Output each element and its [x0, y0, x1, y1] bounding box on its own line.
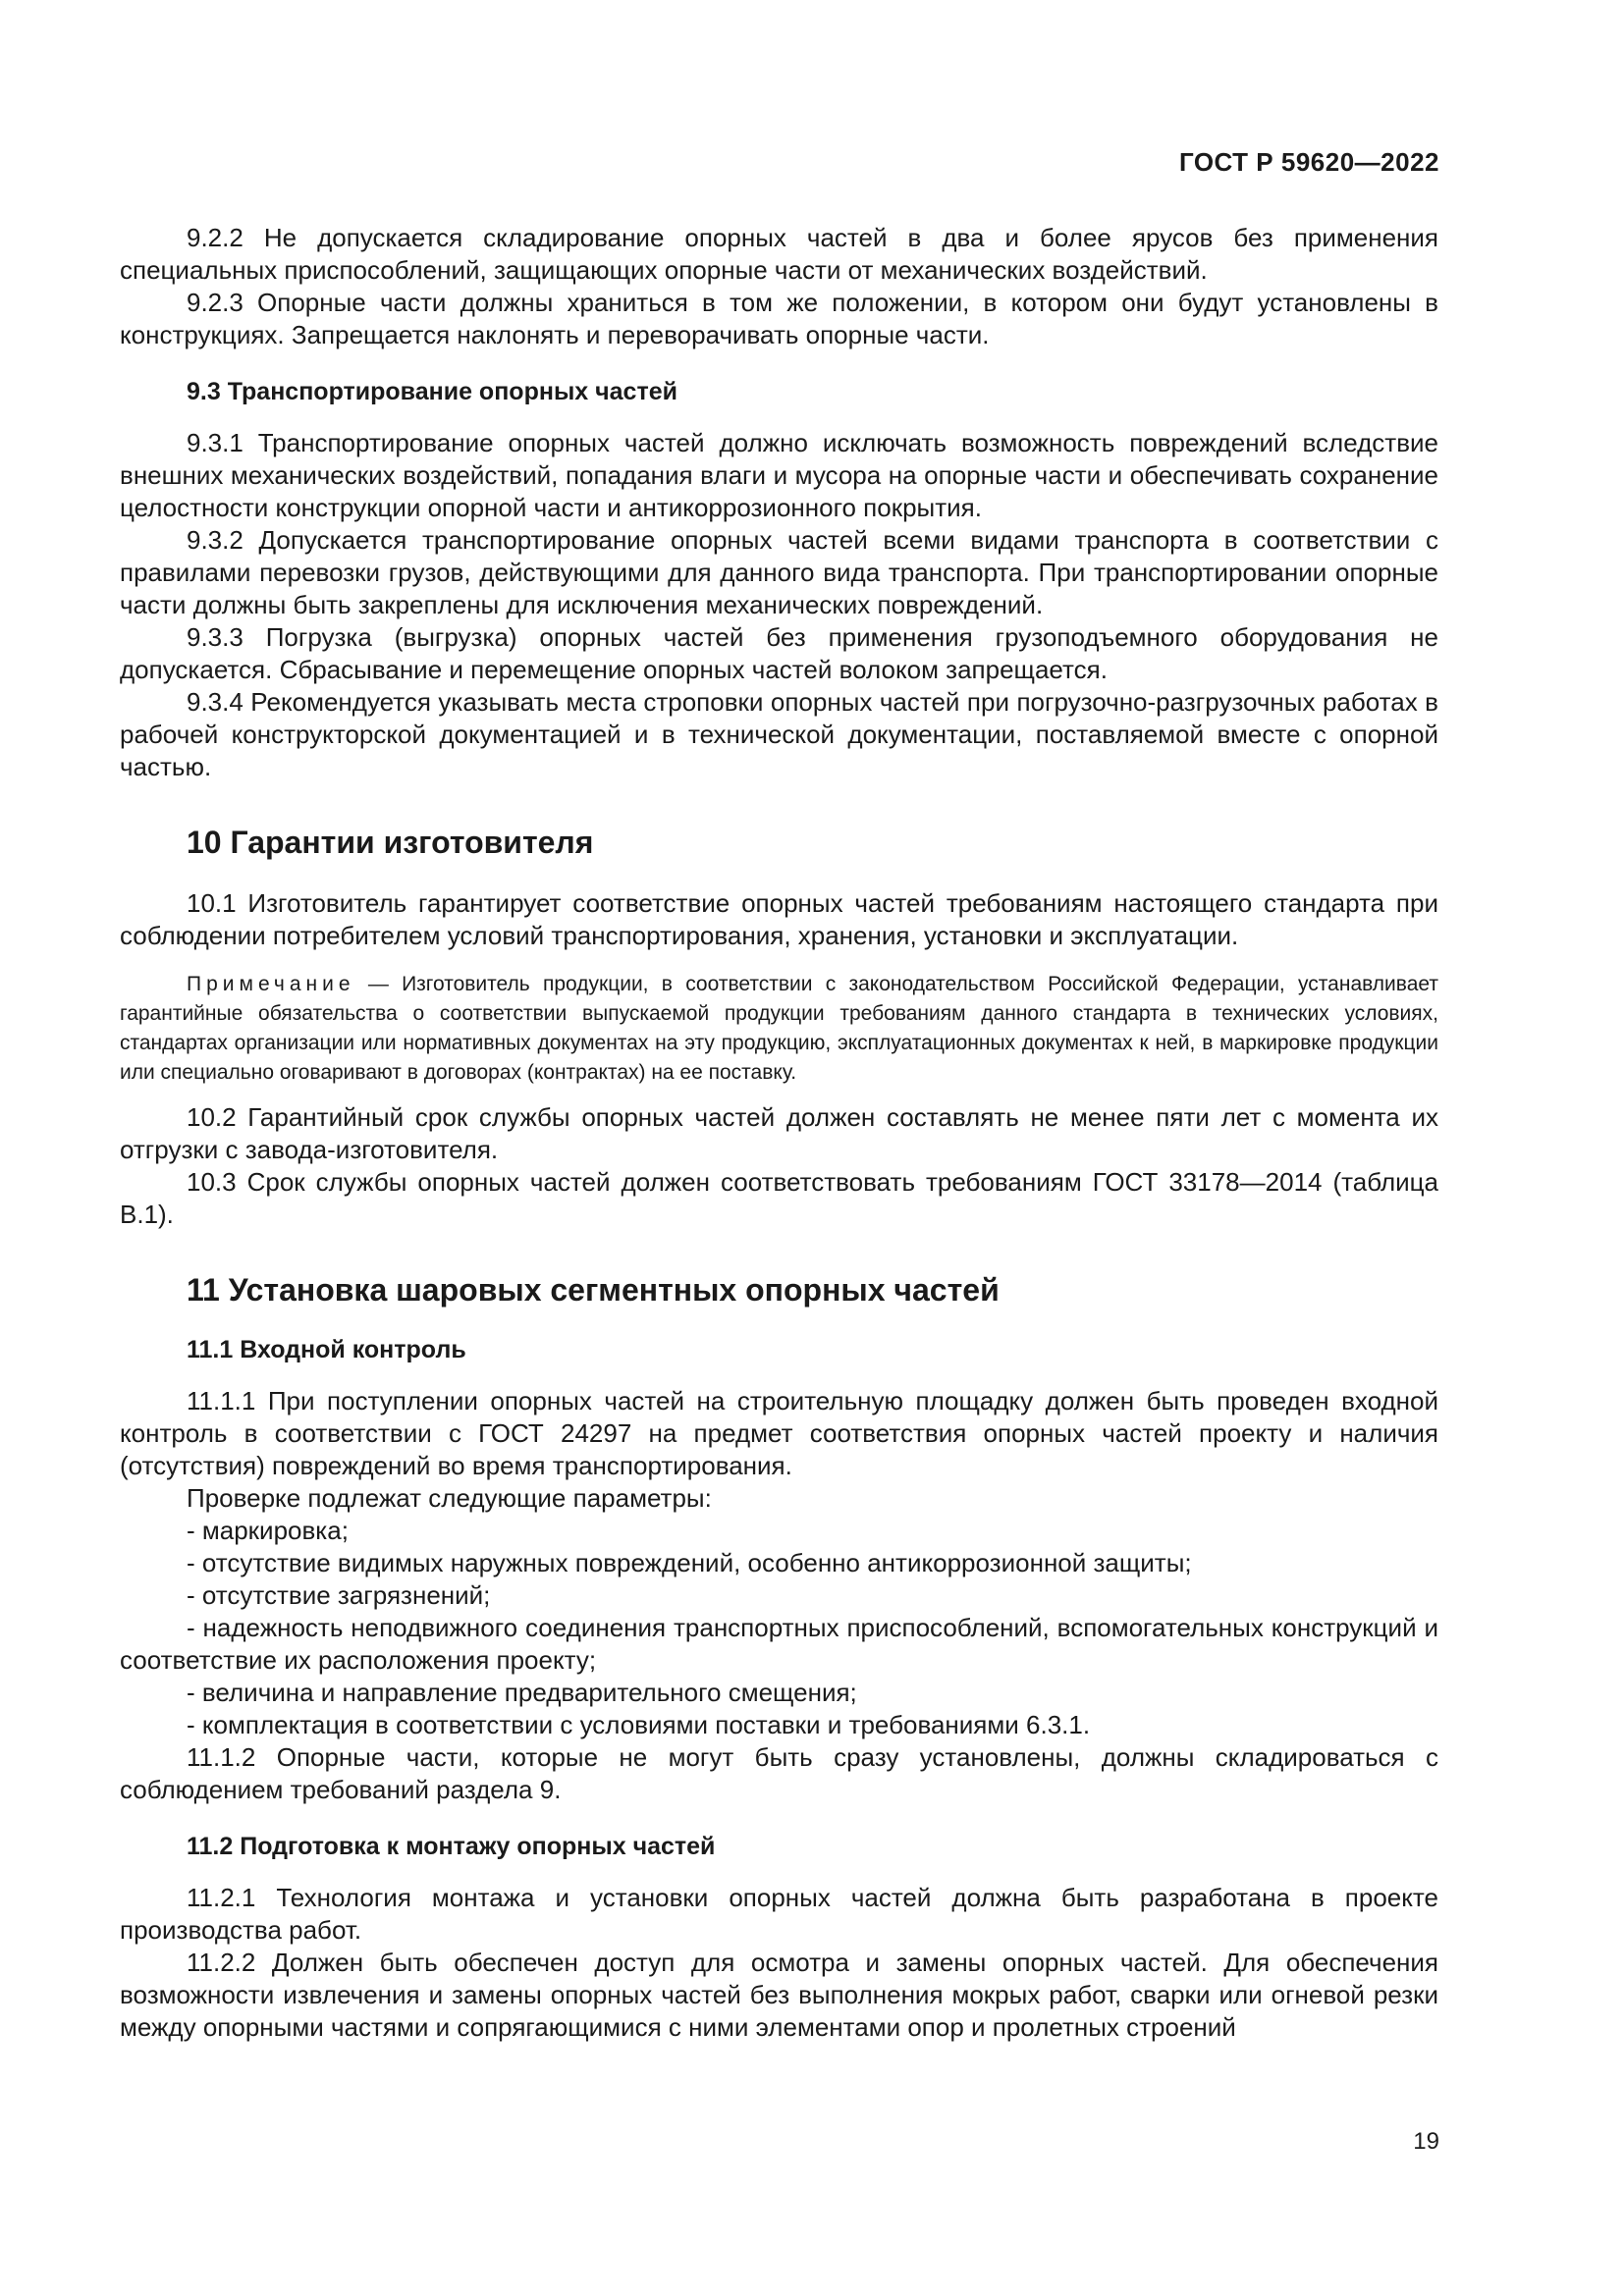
note-text: — Изготовитель продукции, в соответствии с законодательством Российской Федерации, устанавливает гарантийные обязательства о соответствии выпускаемой продукции требованиям данного стандарта в технических условиях, стандартах организации или нормативных документах на эту продукцию, эксплуатационных документах к ней, в маркировке продукции или специально оговаривают в договорах (контрактах) на ее поставку. — [120, 973, 1438, 1084]
paragraph-11-1-2: 11.1.2 Опорные части, которые не могут быть сразу установлены, должны складироваться с соблюдением требований раздела 9. — [120, 1742, 1438, 1804]
document-code-header: ГОСТ Р 59620—2022 — [1178, 147, 1439, 177]
list-item: - надежность неподвижного соединения транспортных приспособлений, вспомогательных конструкций и соответствие их расположения проекту; — [120, 1613, 1438, 1675]
paragraph-9-3-3: 9.3.3 Погрузка (выгрузка) опорных частей без применения грузоподъемного оборудования не допускается. Сбрасывание и перемещение опорных частей волоком запрещается. — [120, 622, 1438, 684]
paragraph-11-2-1: 11.2.1 Технология монтажа и установки опорных частей должна быть разработана в проекте производства работ. — [120, 1883, 1438, 1945]
paragraph-9-2-3: 9.2.3 Опорные части должны храниться в том же положении, в котором они будут установлены в конструкциях. Запрещается наклонять и переворачивать опорные части. — [120, 288, 1438, 349]
note-label: Примечание — [187, 973, 355, 995]
paragraph-11-1-1: 11.1.1 При поступлении опорных частей на строительную площадку должен быть проведен входной контроль в соответствии с ГОСТ 24297 на предмет соответствия опорных частей проекту и наличия (отсутствия) повреждений во время транспортирования. — [120, 1386, 1438, 1480]
page-number: 19 — [1413, 2128, 1439, 2155]
paragraph-10-1: 10.1 Изготовитель гарантирует соответствие опорных частей требованиям настоящего стандарта при соблюдении потребителем условий транспортирования, хранения, установки и эксплуатации. — [120, 888, 1438, 950]
list-intro: Проверке подлежат следующие параметры: — [187, 1483, 712, 1513]
paragraph-10-2: 10.2 Гарантийный срок службы опорных частей должен составлять не менее пяти лет с момента их отгрузки с завода-изготовителя. — [120, 1102, 1438, 1164]
note-paragraph — [120, 970, 1438, 1088]
section-heading-10: 10 Гарантии изготовителя — [187, 825, 594, 860]
paragraph-10-3: 10.3 Срок службы опорных частей должен соответствовать требованиям ГОСТ 33178—2014 (таблица В.1). — [120, 1167, 1438, 1229]
subsection-heading-9-3: 9.3 Транспортирование опорных частей — [187, 378, 677, 405]
paragraph-9-3-2: 9.3.2 Допускается транспортирование опорных частей всеми видами транспорта в соответствии с правилами перевозки грузов, действующими для данного вида транспорта. При транспортировании опорные части должны быть закреплены для исключения механических повреждений. — [120, 525, 1438, 619]
list-item: - отсутствие загрязнений; — [187, 1580, 491, 1610]
document-body — [120, 222, 1438, 2044]
subsection-heading-11-1: 11.1 Входной контроль — [187, 1336, 466, 1363]
list-item: - отсутствие видимых наружных повреждений, особенно антикоррозионной защиты; — [187, 1548, 1192, 1577]
list-item: - маркировка; — [187, 1516, 349, 1545]
list-item: - величина и направление предварительного смещения; — [187, 1678, 857, 1707]
paragraph-9-3-4: 9.3.4 Рекомендуется указывать места строповки опорных частей при погрузочно-разгрузочных работах в рабочей конструкторской документацией и в технической документации, поставляемой вместе с опорной частью. — [120, 687, 1438, 781]
list-item: - комплектация в соответствии с условиями поставки и требованиями 6.3.1. — [187, 1710, 1091, 1739]
paragraph-9-3-1: 9.3.1 Транспортирование опорных частей должно исключать возможность повреждений вследствие внешних механических воздействий, попадания влаги и мусора на опорные части и обеспечивать сохранение целостности конструкции опорной части и антикоррозионного покрытия. — [120, 428, 1438, 522]
section-heading-11: 11 Установка шаровых сегментных опорных частей — [187, 1272, 1000, 1308]
subsection-heading-11-2: 11.2 Подготовка к монтажу опорных частей — [187, 1833, 716, 1860]
paragraph-11-2-2: 11.2.2 Должен быть обеспечен доступ для осмотра и замены опорных частей. Для обеспечения возможности извлечения и замены опорных частей без выполнения мокрых работ, сварки или огневой резки между опорными частями и сопрягающимися с ними элементами опор и пролетных строений — [120, 1948, 1438, 2042]
paragraph-9-2-2: 9.2.2 Не допускается складирование опорных частей в два и более ярусов без применения специальных приспособлений, защищающих опорные части от механических воздействий. — [120, 223, 1438, 285]
